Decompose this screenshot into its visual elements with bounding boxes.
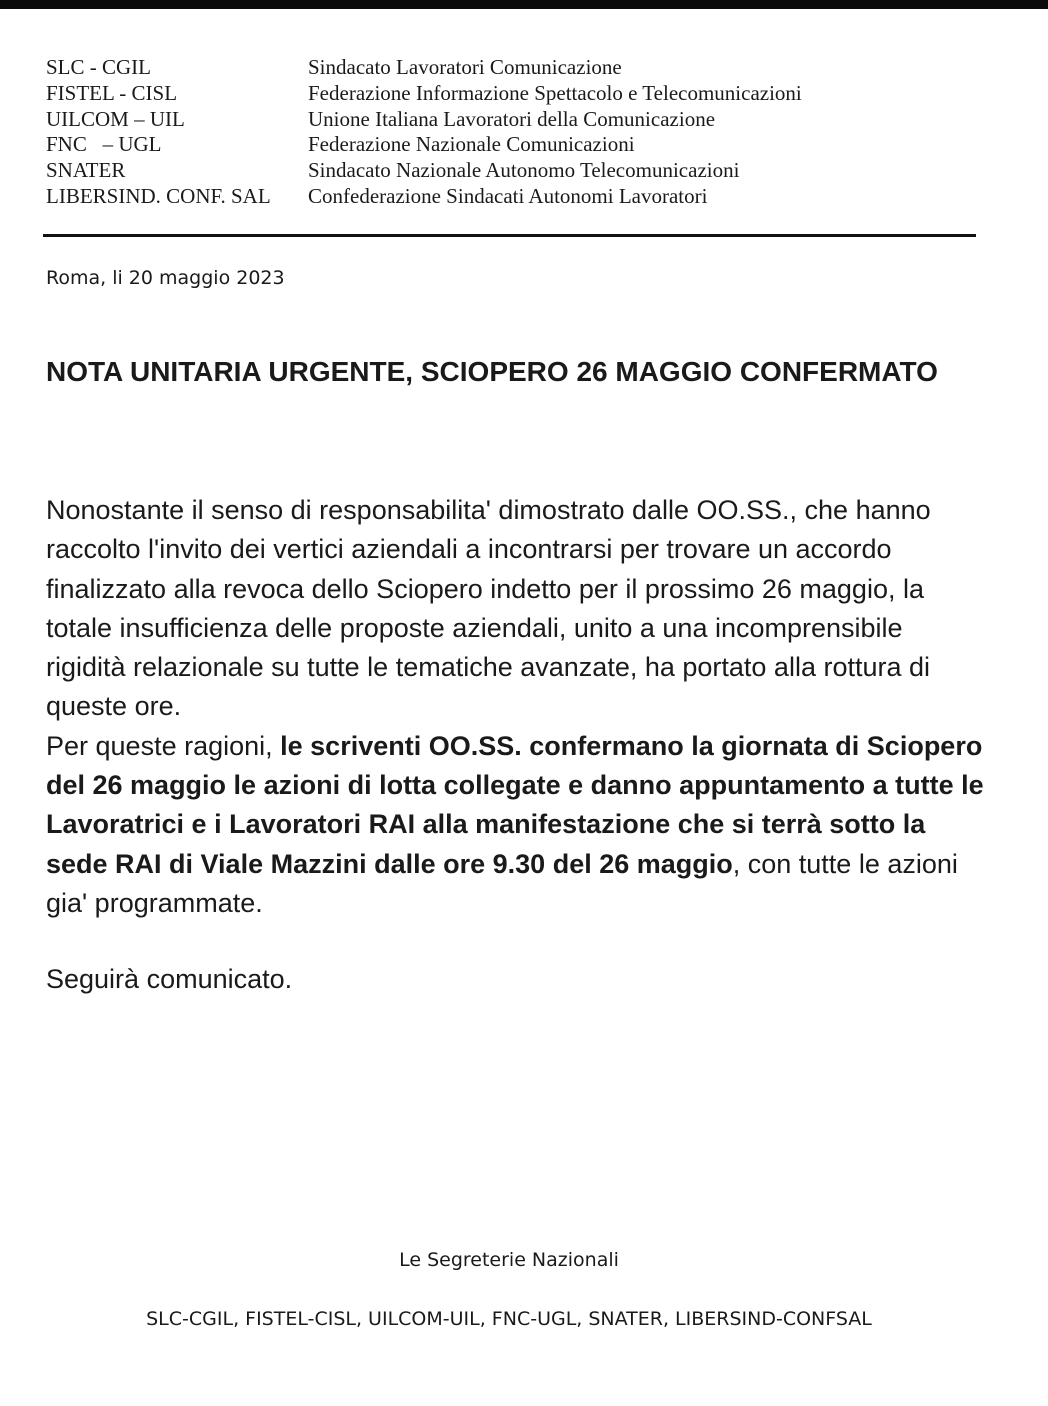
- letterhead-row: [46, 107, 802, 133]
- body-paragraph-2-bold: le scriventi OO.SS. confermano la giornata di Sciopero del 26 maggio le azioni di lotta collegate e danno appuntamento a tutte le Lavoratrici e i Lavoratori RAI alla manifestazione che si terrà sotto la sede RAI di Viale Mazzini dalle ore 9.30 del 26 maggio: [46, 730, 984, 879]
- header-divider: [43, 234, 976, 237]
- union-abbreviation: FNC – UGL: [46, 132, 162, 157]
- letterhead-row: [46, 132, 802, 158]
- union-abbreviation: SNATER: [46, 158, 126, 183]
- union-full-name: Federazione Nazionale Comunicazioni: [308, 132, 635, 157]
- signature-unions: SLC-CGIL, FISTEL-CISL, UILCOM-UIL, FNC-UGL, SNATER, LIBERSIND-CONFSAL: [146, 1308, 872, 1330]
- union-full-name: Sindacato Lavoratori Comunicazione: [308, 55, 622, 79]
- letterhead-row: [46, 81, 802, 107]
- top-border: [0, 0, 1048, 9]
- union-full-name: Sindacato Nazionale Autonomo Telecomunicazioni: [308, 158, 740, 183]
- closing-line: Seguirà comunicato.: [46, 964, 293, 994]
- body-paragraph-2-end: , con tutte le azioni gia' programmate.: [46, 848, 958, 918]
- document-body: [46, 491, 986, 923]
- union-abbreviation: SLC - CGIL: [46, 55, 151, 79]
- document-date: Roma, li 20 maggio 2023: [46, 267, 285, 289]
- letterhead-row: [46, 55, 802, 81]
- union-abbreviation: UILCOM – UIL: [46, 106, 185, 131]
- union-full-name: Confederazione Sindacati Autonomi Lavoratori: [308, 183, 708, 208]
- union-abbreviation: LIBERSIND. CONF. SAL: [46, 183, 271, 208]
- union-abbreviation: FISTEL - CISL: [46, 80, 178, 105]
- body-paragraph-2-intro: Per queste ragioni,: [46, 730, 281, 761]
- signature-title: Le Segreterie Nazionali: [399, 1249, 619, 1271]
- document-title: NOTA UNITARIA URGENTE, SCIOPERO 26 MAGGIO CONFERMATO: [46, 356, 938, 387]
- letterhead-row: [46, 158, 802, 184]
- letterhead: [46, 55, 802, 210]
- letterhead-row: [46, 184, 802, 210]
- body-paragraph-1: Nonostante il senso di responsabilita' dimostrato dalle OO.SS., che hanno raccolto l'invito dei vertici aziendali a incontrarsi per trovare un accordo finalizzato alla revoca dello Sciopero indetto per il prossimo 26 maggio, la totale insufficienza delle proposte aziendali, unito a una incomprensibile rigidità relazionale su tutte le tematiche avanzate, ha portato alla rottura di queste ore.: [46, 495, 931, 722]
- union-full-name: Federazione Informazione Spettacolo e Telecomunicazioni: [308, 80, 802, 105]
- union-full-name: Unione Italiana Lavoratori della Comunicazione: [308, 106, 716, 131]
